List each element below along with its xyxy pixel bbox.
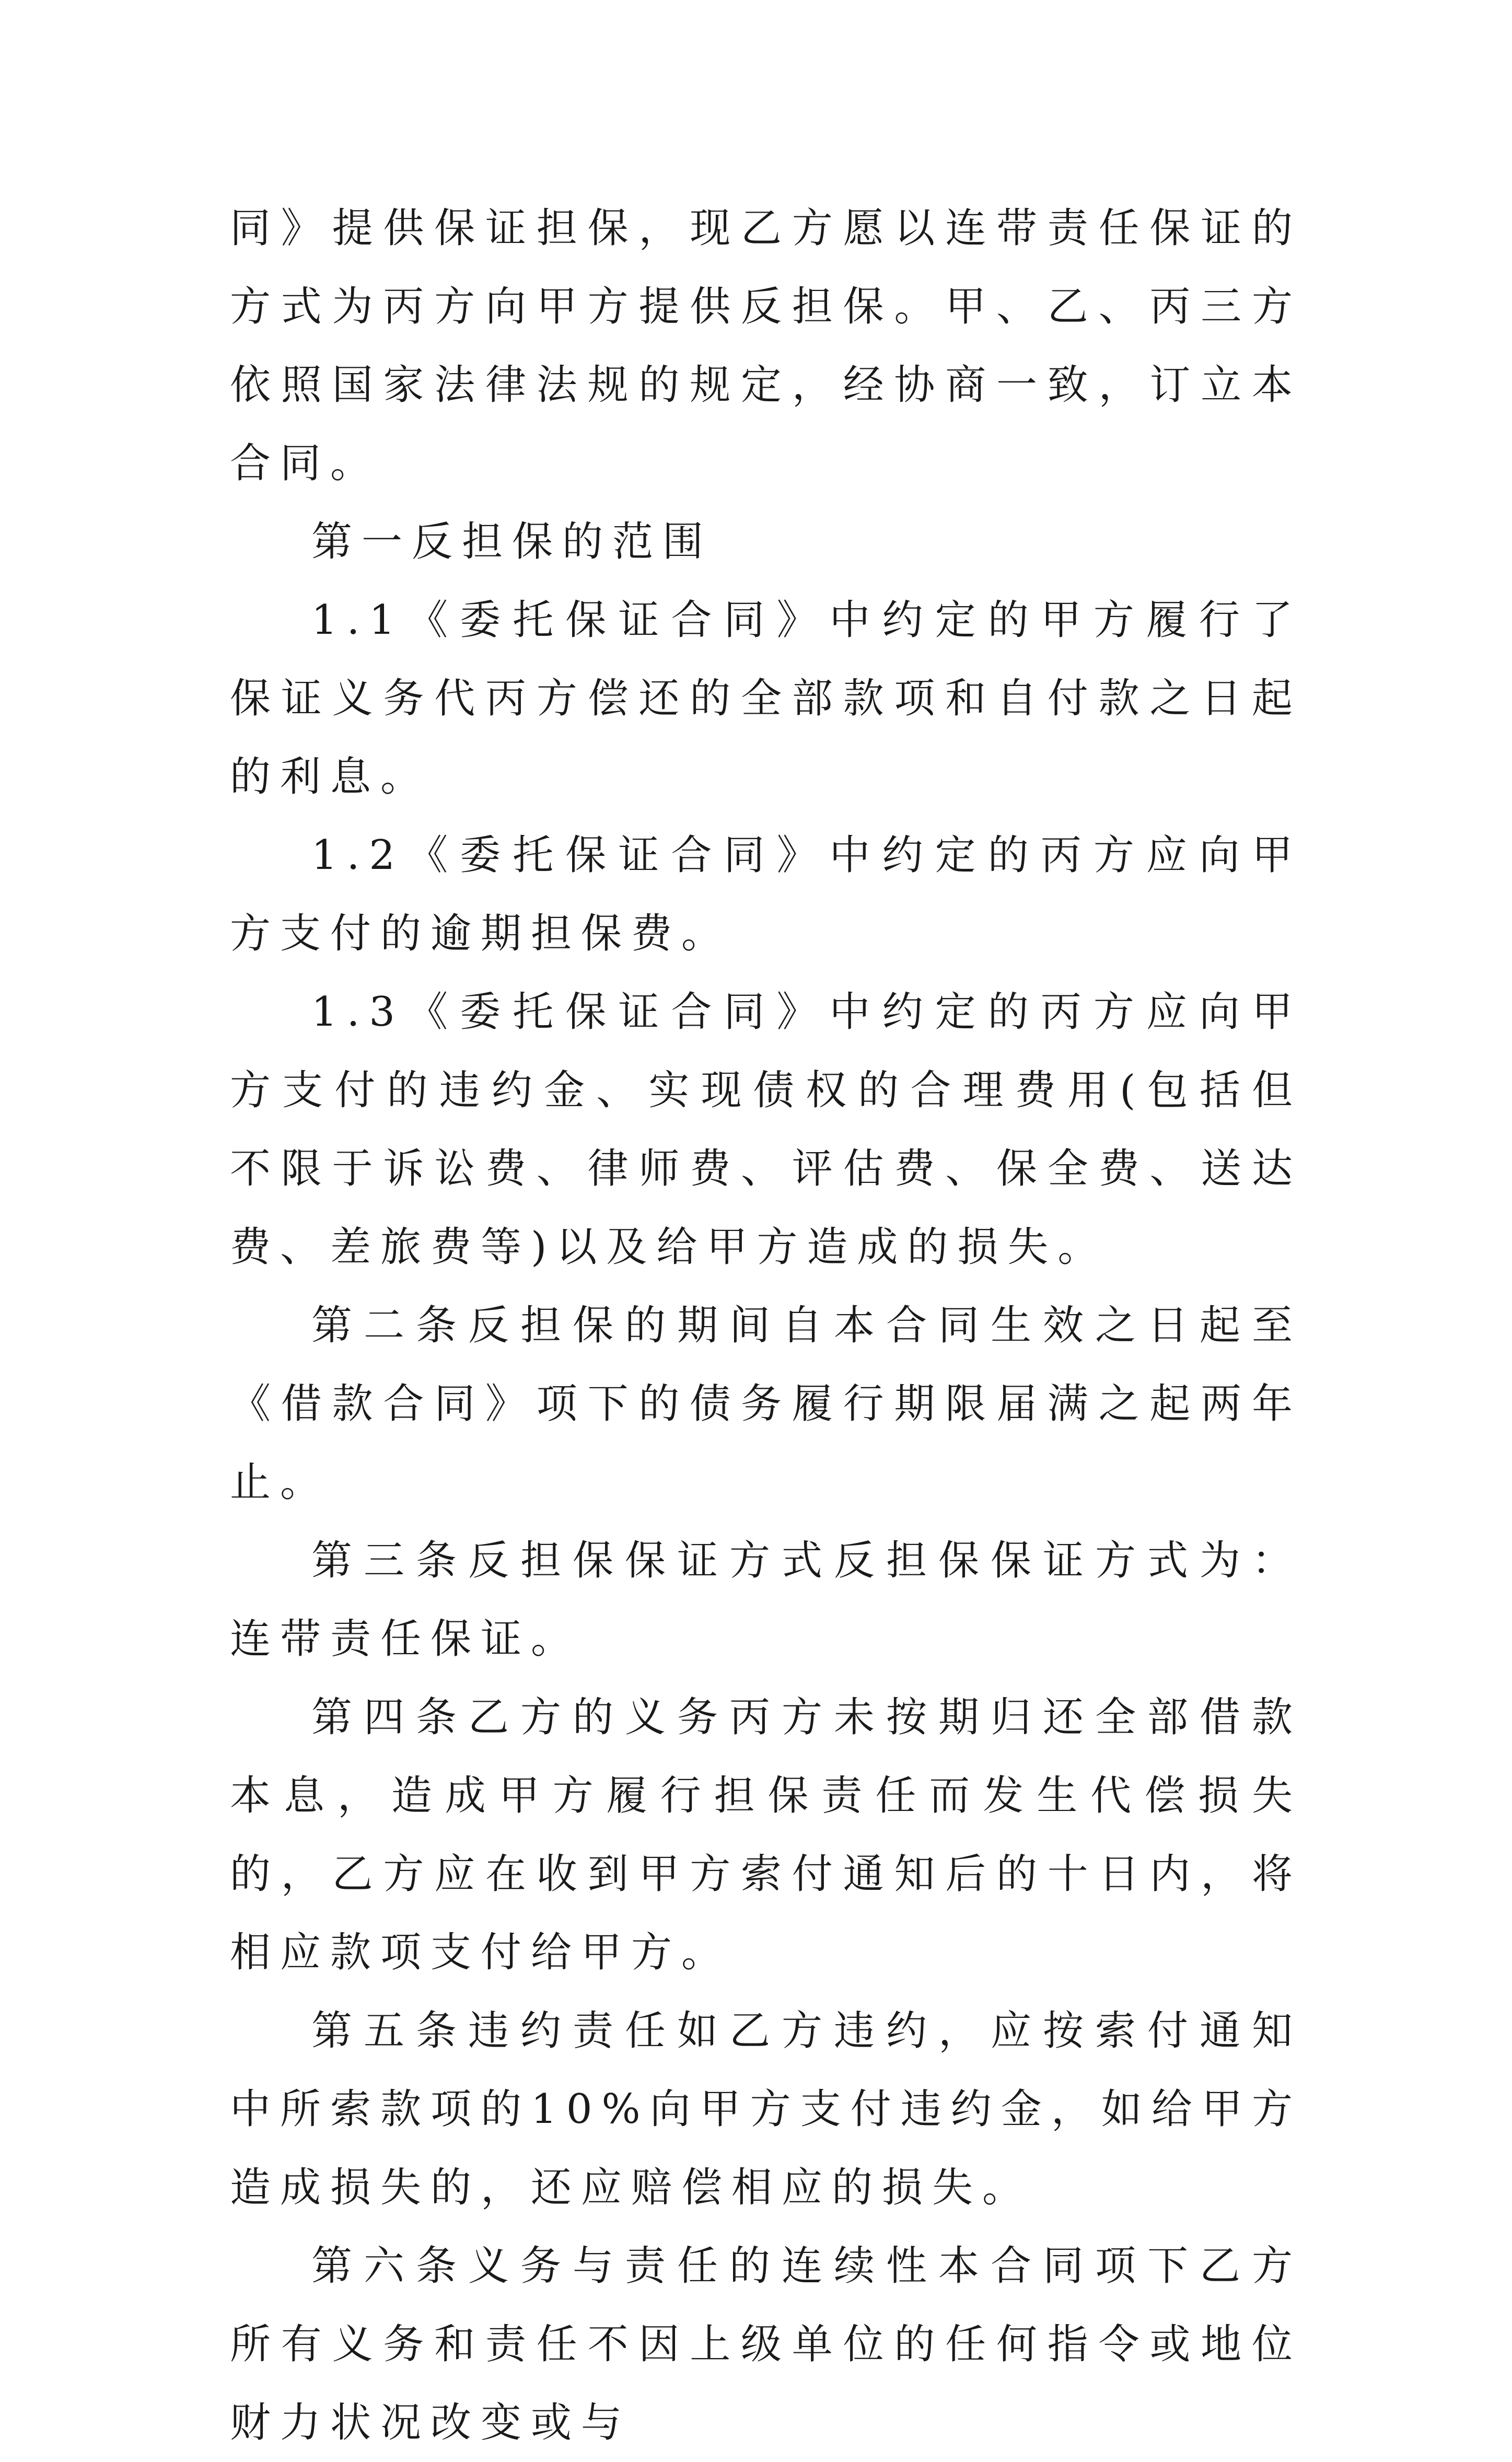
paragraph-article-4: 第四条乙方的义务丙方未按期归还全部借款本息，造成甲方履行担保责任而发生代偿损失的，乙方应在收到甲方索付通知后的十日内，将相应款项支付给甲方。 [230, 1694, 1302, 1976]
paragraph-article-6: 第六条义务与责任的连续性本合同项下乙方所有义务和责任不因上级单位的任何指令或地位财力状况改变或与 [230, 2243, 1302, 2446]
paragraph-intro-continuation: 同》提供保证担保，现乙方愿以连带责任保证的方式为丙方向甲方提供反担保。甲、乙、丙三方依照国家法律法规的规定，经协商一致，订立本合同。 [230, 205, 1302, 487]
paragraph-section-1-heading: 第一反担保的范围 [311, 518, 713, 565]
paragraph-article-5: 第五条违约责任如乙方违约，应按索付通知中所索款项的10%向甲方支付违约金，如给甲方造成损失的，还应赔偿相应的损失。 [230, 2007, 1302, 2211]
paragraph-article-3: 第三条反担保保证方式反担保保证方式为：连带责任保证。 [230, 1537, 1302, 1663]
document-body [230, 189, 1302, 2462]
paragraph-clause-1-1: 1.1《委托保证合同》中约定的甲方履行了保证义务代丙方偿还的全部款项和自付款之日起的利息。 [230, 597, 1302, 800]
paragraph-clause-1-3: 1.3《委托保证合同》中约定的丙方应向甲方支付的违约金、实现债权的合理费用(包括但不限于诉讼费、律师费、评估费、保全费、送达费、差旅费等)以及给甲方造成的损失。 [230, 989, 1302, 1271]
paragraph-clause-1-2: 1.2《委托保证合同》中约定的丙方应向甲方支付的逾期担保费。 [230, 832, 1302, 957]
paragraph-article-2: 第二条反担保的期间自本合同生效之日起至《借款合同》项下的债务履行期限届满之起两年止。 [230, 1302, 1302, 1506]
